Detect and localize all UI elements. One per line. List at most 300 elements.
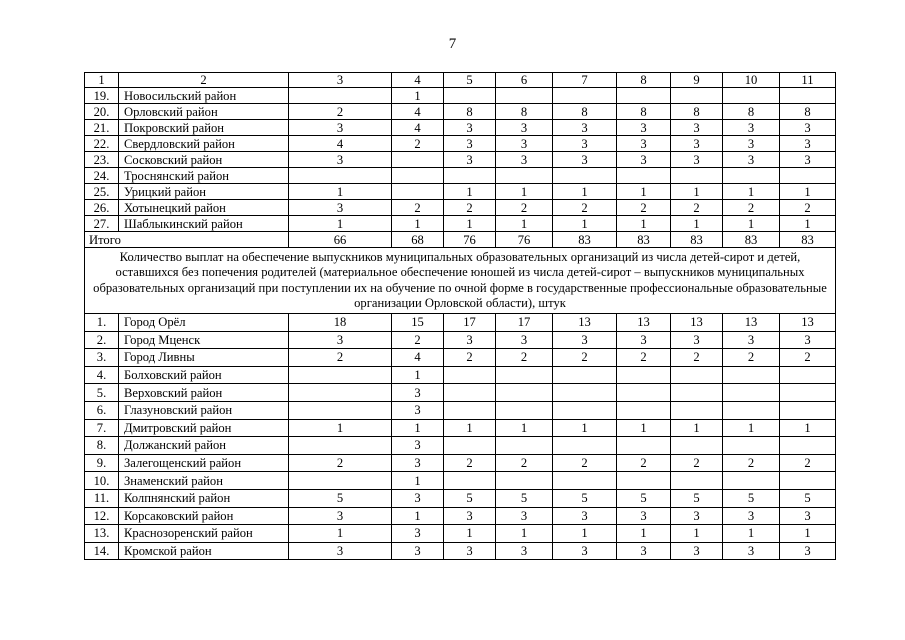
value-cell: 3: [289, 331, 392, 349]
table-row: [85, 384, 836, 402]
value-cell: 2: [723, 349, 780, 367]
row-number-cell: 3.: [85, 349, 119, 367]
table-row: [85, 216, 836, 232]
value-cell: [444, 88, 496, 104]
table-row: [85, 136, 836, 152]
value-cell: [617, 168, 671, 184]
district-name-cell: Болховский район: [119, 366, 289, 384]
row-number-cell: 2.: [85, 331, 119, 349]
total-value-cell: 76: [444, 232, 496, 248]
value-cell: 1: [392, 216, 444, 232]
value-cell: [392, 184, 444, 200]
value-cell: [444, 472, 496, 490]
total-value-cell: 83: [723, 232, 780, 248]
value-cell: [723, 437, 780, 455]
value-cell: [553, 384, 617, 402]
district-name-cell: Троснянский район: [119, 168, 289, 184]
value-cell: 3: [289, 200, 392, 216]
data-table: [84, 72, 836, 560]
value-cell: 1: [289, 419, 392, 437]
value-cell: [289, 384, 392, 402]
value-cell: [553, 472, 617, 490]
column-number-cell: 10: [723, 73, 780, 88]
value-cell: 3: [392, 454, 444, 472]
value-cell: 1: [496, 419, 553, 437]
value-cell: 4: [392, 349, 444, 367]
value-cell: 8: [496, 104, 553, 120]
value-cell: 5: [723, 489, 780, 507]
value-cell: 2: [392, 200, 444, 216]
value-cell: [671, 472, 723, 490]
value-cell: [496, 472, 553, 490]
value-cell: 3: [553, 542, 617, 560]
table-row: [85, 200, 836, 216]
district-name-cell: Город Мценск: [119, 331, 289, 349]
total-row: [85, 232, 836, 248]
column-number-cell: 7: [553, 73, 617, 88]
value-cell: [780, 472, 836, 490]
value-cell: 5: [496, 489, 553, 507]
value-cell: 1: [780, 216, 836, 232]
value-cell: 4: [289, 136, 392, 152]
row-number-cell: 27.: [85, 216, 119, 232]
value-cell: 3: [496, 507, 553, 525]
row-number-cell: 8.: [85, 437, 119, 455]
row-number-cell: 20.: [85, 104, 119, 120]
value-cell: 13: [671, 314, 723, 332]
district-name-cell: Урицкий район: [119, 184, 289, 200]
value-cell: 3: [392, 542, 444, 560]
value-cell: [617, 437, 671, 455]
value-cell: 1: [553, 184, 617, 200]
value-cell: 3: [723, 152, 780, 168]
value-cell: 5: [444, 489, 496, 507]
value-cell: [780, 366, 836, 384]
value-cell: 1: [289, 184, 392, 200]
value-cell: 2: [553, 200, 617, 216]
district-name-cell: Город Орёл: [119, 314, 289, 332]
section-title-row: [85, 248, 836, 314]
value-cell: 3: [553, 120, 617, 136]
value-cell: 8: [723, 104, 780, 120]
value-cell: 18: [289, 314, 392, 332]
value-cell: 1: [496, 525, 553, 543]
value-cell: [392, 152, 444, 168]
value-cell: 1: [780, 419, 836, 437]
value-cell: 8: [553, 104, 617, 120]
value-cell: 3: [496, 120, 553, 136]
value-cell: 2: [617, 454, 671, 472]
table-row: [85, 168, 836, 184]
value-cell: [617, 384, 671, 402]
value-cell: 1: [392, 472, 444, 490]
value-cell: [289, 366, 392, 384]
value-cell: [444, 366, 496, 384]
value-cell: 3: [496, 136, 553, 152]
value-cell: 1: [723, 419, 780, 437]
table-row: [85, 88, 836, 104]
value-cell: 2: [444, 349, 496, 367]
value-cell: 1: [671, 184, 723, 200]
row-number-cell: 19.: [85, 88, 119, 104]
value-cell: 3: [289, 120, 392, 136]
value-cell: 3: [671, 507, 723, 525]
value-cell: [289, 437, 392, 455]
value-cell: 3: [289, 542, 392, 560]
value-cell: 3: [780, 120, 836, 136]
value-cell: [553, 168, 617, 184]
value-cell: 2: [496, 200, 553, 216]
value-cell: [496, 401, 553, 419]
value-cell: [671, 384, 723, 402]
value-cell: [444, 384, 496, 402]
total-value-cell: 66: [289, 232, 392, 248]
value-cell: 1: [496, 216, 553, 232]
value-cell: 3: [671, 331, 723, 349]
table-row: [85, 437, 836, 455]
table-row: [85, 489, 836, 507]
value-cell: 13: [617, 314, 671, 332]
value-cell: 3: [444, 542, 496, 560]
column-number-cell: 3: [289, 73, 392, 88]
value-cell: [723, 88, 780, 104]
value-cell: 13: [553, 314, 617, 332]
value-cell: 3: [780, 507, 836, 525]
value-cell: [780, 88, 836, 104]
column-number-cell: 4: [392, 73, 444, 88]
value-cell: 1: [553, 419, 617, 437]
column-number-cell: 9: [671, 73, 723, 88]
value-cell: 2: [289, 349, 392, 367]
value-cell: 2: [444, 200, 496, 216]
header-row: [85, 73, 836, 88]
value-cell: 1: [444, 216, 496, 232]
value-cell: [553, 401, 617, 419]
row-number-cell: 23.: [85, 152, 119, 168]
column-number-cell: 8: [617, 73, 671, 88]
value-cell: [617, 366, 671, 384]
value-cell: [496, 437, 553, 455]
value-cell: 1: [671, 525, 723, 543]
value-cell: [780, 437, 836, 455]
value-cell: 1: [723, 184, 780, 200]
table-row: [85, 542, 836, 560]
row-number-cell: 13.: [85, 525, 119, 543]
value-cell: 1: [671, 419, 723, 437]
value-cell: 3: [780, 152, 836, 168]
value-cell: 3: [496, 152, 553, 168]
value-cell: [553, 366, 617, 384]
value-cell: 2: [444, 454, 496, 472]
total-value-cell: 83: [617, 232, 671, 248]
value-cell: 3: [392, 525, 444, 543]
district-name-cell: Корсаковский район: [119, 507, 289, 525]
page-number: 7: [448, 36, 457, 52]
row-number-cell: 26.: [85, 200, 119, 216]
value-cell: [289, 472, 392, 490]
row-number-cell: 14.: [85, 542, 119, 560]
value-cell: 1: [444, 419, 496, 437]
total-value-cell: 76: [496, 232, 553, 248]
table-row: [85, 314, 836, 332]
total-value-cell: 83: [671, 232, 723, 248]
value-cell: 3: [553, 331, 617, 349]
value-cell: 1: [392, 366, 444, 384]
district-name-cell: Новосильский район: [119, 88, 289, 104]
table-row: [85, 104, 836, 120]
value-cell: 1: [617, 419, 671, 437]
row-number-cell: 11.: [85, 489, 119, 507]
value-cell: 8: [617, 104, 671, 120]
value-cell: 3: [723, 136, 780, 152]
district-name-cell: Знаменский район: [119, 472, 289, 490]
column-number-cell: 5: [444, 73, 496, 88]
value-cell: [671, 437, 723, 455]
total-label: Итого: [85, 232, 289, 248]
row-number-cell: 12.: [85, 507, 119, 525]
value-cell: 3: [617, 136, 671, 152]
value-cell: 2: [496, 349, 553, 367]
value-cell: 3: [617, 120, 671, 136]
value-cell: 1: [617, 216, 671, 232]
value-cell: 3: [723, 507, 780, 525]
value-cell: 2: [780, 454, 836, 472]
value-cell: 2: [617, 200, 671, 216]
value-cell: 5: [617, 489, 671, 507]
value-cell: [723, 472, 780, 490]
value-cell: 3: [780, 542, 836, 560]
value-cell: [671, 168, 723, 184]
value-cell: 13: [723, 314, 780, 332]
value-cell: 1: [723, 525, 780, 543]
section-title: Количество выплат на обеспечение выпускников муниципальных образовательных организаций из числа детей-сирот и детей, оставшихся без попечения родителей (материальное обеспечение юношей из числа детей-сирот – выпускников муниципальных образовательных организаций при поступлении их на обучение по очной форме в государственные профессиональные образовательные организации Орловской области), штук: [85, 248, 836, 314]
value-cell: 2: [723, 454, 780, 472]
district-name-cell: Верховский район: [119, 384, 289, 402]
row-number-cell: 5.: [85, 384, 119, 402]
value-cell: 2: [671, 200, 723, 216]
value-cell: [617, 88, 671, 104]
value-cell: 2: [496, 454, 553, 472]
value-cell: [289, 88, 392, 104]
value-cell: 1: [617, 525, 671, 543]
value-cell: [444, 401, 496, 419]
value-cell: [444, 437, 496, 455]
value-cell: [289, 401, 392, 419]
district-name-cell: Свердловский район: [119, 136, 289, 152]
district-name-cell: Краснозоренский район: [119, 525, 289, 543]
row-number-cell: 1.: [85, 314, 119, 332]
value-cell: 1: [780, 525, 836, 543]
district-name-cell: Орловский район: [119, 104, 289, 120]
value-cell: 2: [289, 454, 392, 472]
value-cell: [723, 366, 780, 384]
value-cell: 2: [617, 349, 671, 367]
value-cell: [780, 401, 836, 419]
table-row: [85, 419, 836, 437]
value-cell: 3: [444, 507, 496, 525]
table-row: [85, 472, 836, 490]
value-cell: 3: [392, 384, 444, 402]
value-cell: [723, 401, 780, 419]
value-cell: [553, 88, 617, 104]
table-row: [85, 525, 836, 543]
value-cell: 5: [553, 489, 617, 507]
value-cell: 2: [671, 349, 723, 367]
value-cell: 4: [392, 104, 444, 120]
value-cell: 4: [392, 120, 444, 136]
value-cell: 8: [671, 104, 723, 120]
row-number-cell: 7.: [85, 419, 119, 437]
district-name-cell: Хотынецкий район: [119, 200, 289, 216]
table-row: [85, 454, 836, 472]
value-cell: 3: [444, 331, 496, 349]
total-value-cell: 68: [392, 232, 444, 248]
value-cell: 3: [723, 120, 780, 136]
value-cell: 3: [496, 542, 553, 560]
district-name-cell: Сосковский район: [119, 152, 289, 168]
value-cell: 1: [496, 184, 553, 200]
value-cell: [392, 168, 444, 184]
district-name-cell: Должанский район: [119, 437, 289, 455]
value-cell: 17: [496, 314, 553, 332]
value-cell: 3: [780, 136, 836, 152]
value-cell: 1: [553, 216, 617, 232]
value-cell: [496, 168, 553, 184]
value-cell: 3: [617, 331, 671, 349]
value-cell: [444, 168, 496, 184]
column-number-cell: 2: [119, 73, 289, 88]
column-number-cell: 11: [780, 73, 836, 88]
value-cell: 2: [780, 349, 836, 367]
value-cell: 3: [496, 331, 553, 349]
value-cell: [671, 401, 723, 419]
value-cell: 1: [553, 525, 617, 543]
value-cell: 3: [444, 152, 496, 168]
value-cell: [780, 384, 836, 402]
value-cell: 2: [780, 200, 836, 216]
value-cell: 3: [723, 331, 780, 349]
row-number-cell: 4.: [85, 366, 119, 384]
value-cell: 13: [780, 314, 836, 332]
value-cell: 2: [553, 454, 617, 472]
value-cell: 3: [444, 136, 496, 152]
row-number-cell: 25.: [85, 184, 119, 200]
table-row: [85, 120, 836, 136]
value-cell: 3: [289, 507, 392, 525]
value-cell: 1: [392, 507, 444, 525]
column-number-cell: 1: [85, 73, 119, 88]
table-row: [85, 507, 836, 525]
value-cell: 3: [392, 437, 444, 455]
district-name-cell: Шаблыкинский район: [119, 216, 289, 232]
table-row: [85, 401, 836, 419]
value-cell: 1: [289, 216, 392, 232]
value-cell: [671, 366, 723, 384]
value-cell: 8: [780, 104, 836, 120]
value-cell: 3: [289, 152, 392, 168]
district-name-cell: Кромской район: [119, 542, 289, 560]
table-row: [85, 349, 836, 367]
row-number-cell: 6.: [85, 401, 119, 419]
value-cell: [496, 88, 553, 104]
table-row: [85, 184, 836, 200]
district-name-cell: Город Ливны: [119, 349, 289, 367]
row-number-cell: 22.: [85, 136, 119, 152]
district-name-cell: Колпнянский район: [119, 489, 289, 507]
value-cell: 2: [553, 349, 617, 367]
row-number-cell: 10.: [85, 472, 119, 490]
value-cell: 15: [392, 314, 444, 332]
value-cell: 3: [780, 331, 836, 349]
value-cell: 2: [723, 200, 780, 216]
value-cell: 1: [780, 184, 836, 200]
value-cell: 5: [780, 489, 836, 507]
value-cell: 1: [392, 88, 444, 104]
value-cell: 3: [553, 136, 617, 152]
value-cell: 3: [671, 152, 723, 168]
value-cell: 1: [723, 216, 780, 232]
table-row: [85, 152, 836, 168]
value-cell: [617, 472, 671, 490]
value-cell: 5: [289, 489, 392, 507]
row-number-cell: 9.: [85, 454, 119, 472]
value-cell: 3: [723, 542, 780, 560]
value-cell: [553, 437, 617, 455]
value-cell: 3: [671, 542, 723, 560]
value-cell: 3: [617, 542, 671, 560]
column-number-cell: 6: [496, 73, 553, 88]
value-cell: 8: [444, 104, 496, 120]
value-cell: 3: [671, 120, 723, 136]
value-cell: 1: [444, 184, 496, 200]
value-cell: 3: [392, 401, 444, 419]
value-cell: [289, 168, 392, 184]
total-value-cell: 83: [553, 232, 617, 248]
row-number-cell: 24.: [85, 168, 119, 184]
value-cell: 2: [392, 331, 444, 349]
value-cell: [617, 401, 671, 419]
value-cell: 3: [617, 152, 671, 168]
table-row: [85, 366, 836, 384]
value-cell: 1: [444, 525, 496, 543]
district-name-cell: Залегощенский район: [119, 454, 289, 472]
value-cell: 1: [617, 184, 671, 200]
value-cell: 2: [289, 104, 392, 120]
value-cell: [496, 366, 553, 384]
value-cell: 3: [553, 507, 617, 525]
value-cell: 1: [392, 419, 444, 437]
district-name-cell: Дмитровский район: [119, 419, 289, 437]
value-cell: 3: [671, 136, 723, 152]
value-cell: 17: [444, 314, 496, 332]
value-cell: 1: [671, 216, 723, 232]
total-value-cell: 83: [780, 232, 836, 248]
value-cell: 3: [444, 120, 496, 136]
value-cell: 2: [671, 454, 723, 472]
value-cell: [671, 88, 723, 104]
value-cell: 1: [289, 525, 392, 543]
value-cell: [780, 168, 836, 184]
value-cell: 5: [671, 489, 723, 507]
value-cell: 3: [392, 489, 444, 507]
value-cell: [723, 168, 780, 184]
district-name-cell: Покровский район: [119, 120, 289, 136]
value-cell: 2: [392, 136, 444, 152]
value-cell: [723, 384, 780, 402]
table-row: [85, 331, 836, 349]
district-name-cell: Глазуновский район: [119, 401, 289, 419]
value-cell: 3: [617, 507, 671, 525]
